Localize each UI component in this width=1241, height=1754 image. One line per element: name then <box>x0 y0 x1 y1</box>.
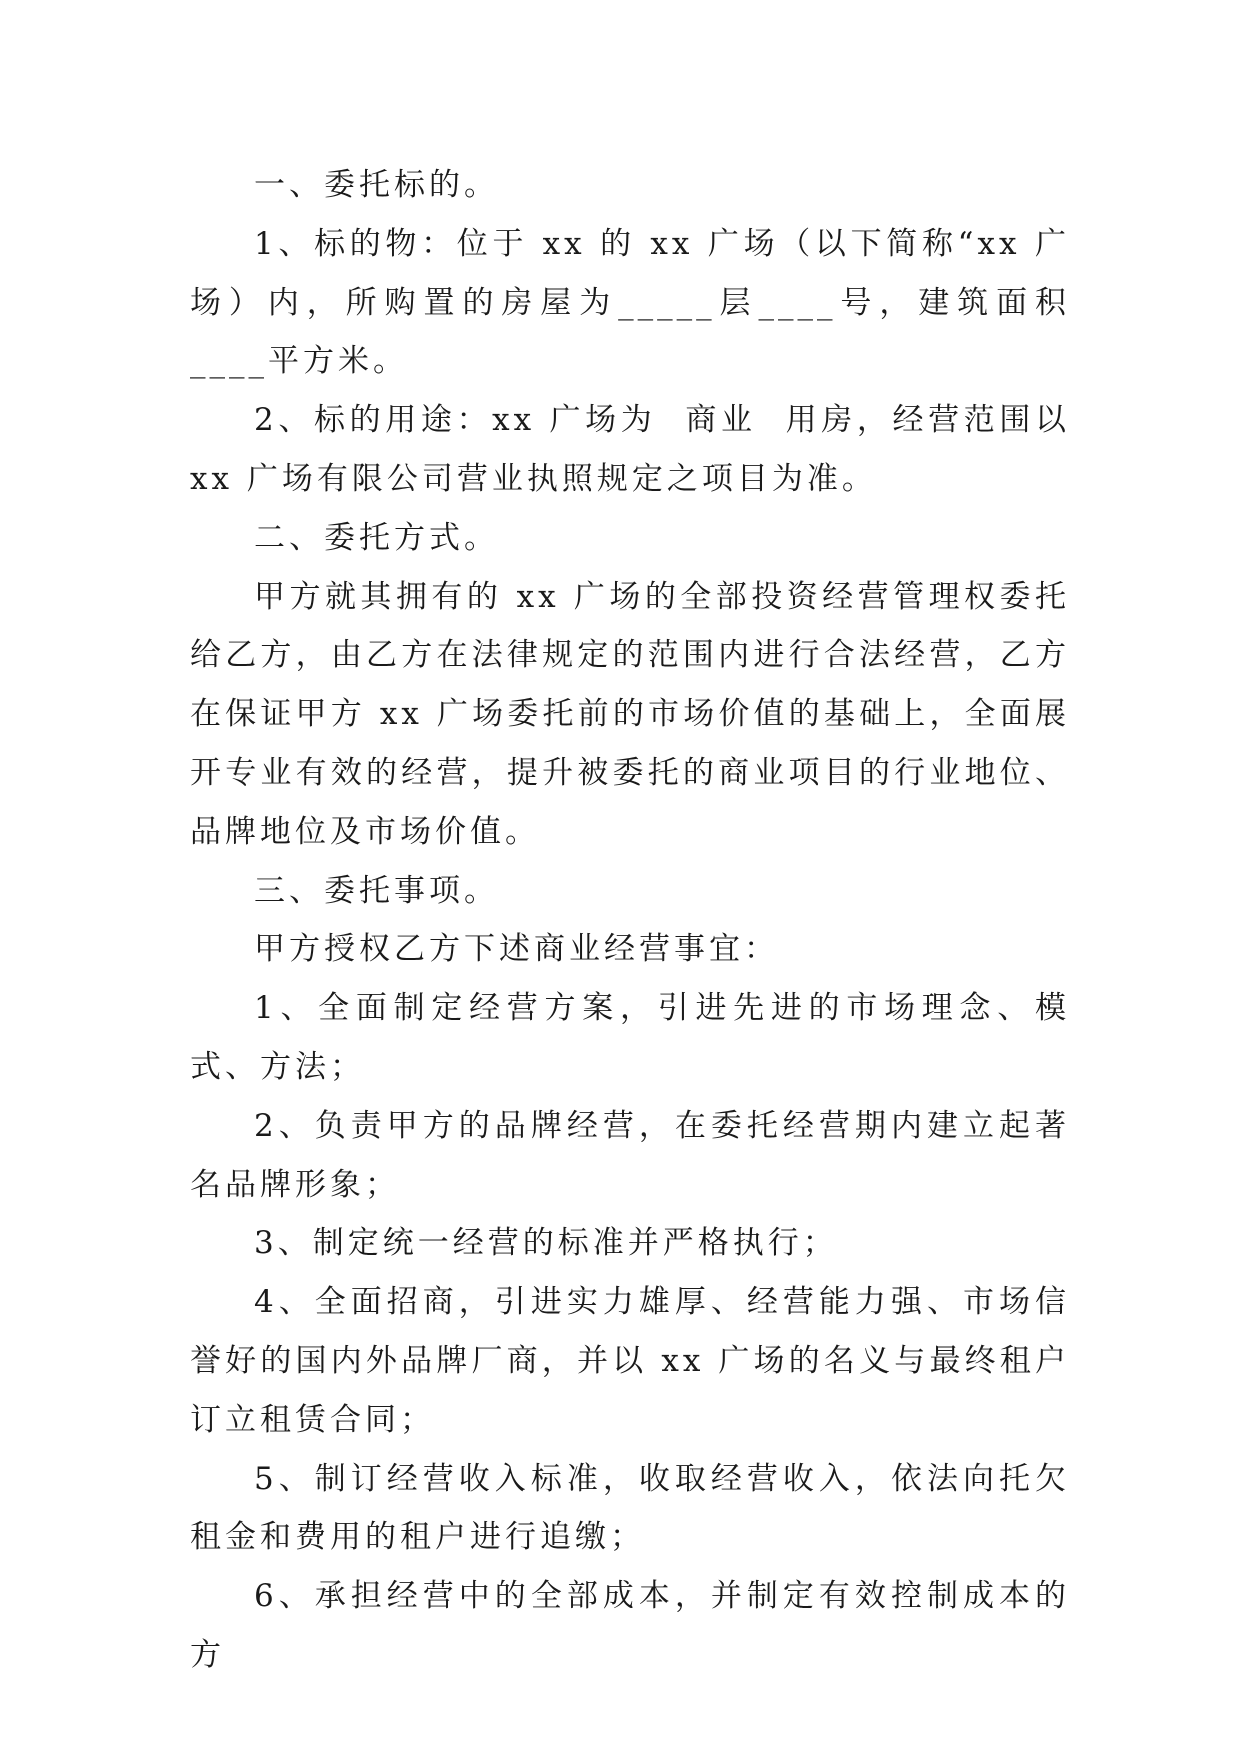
section-3-intro: 甲方授权乙方下述商业经营事宜： <box>254 931 779 968</box>
clause-3-2: 2、负责甲方的品牌经营，在委托经营期内建立起著名品牌形象； <box>190 1107 1070 1203</box>
document-body <box>190 156 1084 1685</box>
clause-3-5: 5、制订经营收入标准，收取经营收入，依法向托欠租金和费用的租户进行追缴； <box>190 1460 1070 1556</box>
clause-3-1: 1、全面制定经营方案，引进先进的市场理念、模式、方法； <box>190 990 1070 1085</box>
clause-3-3: 3、制定统一经营的标准并严格执行； <box>254 1225 838 1262</box>
clause-3-6: 6、承担经营中的全部成本，并制定有效控制成本的方 <box>190 1578 1070 1673</box>
clause-1-1: 1、标的物：位于 xx 的 xx 广场（以下简称“xx 广场）内，所购置的房屋为_____层____号，建筑面积____平方米。 <box>190 225 1070 380</box>
section-2-body: 甲方就其拥有的 xx 广场的全部投资经营管理权委托给乙方，由乙方在法律规定的范围内进行合法经营，乙方在保证甲方 xx 广场委托前的市场价值的基础上，全面展开专业有效的经营，提升被委托的商业项目的行业地位、品牌地位及市场价值。 <box>190 578 1070 850</box>
section-heading-3: 三、委托事项。 <box>254 872 499 909</box>
section-heading-2: 二、委托方式。 <box>254 519 499 556</box>
clause-3-4: 4、全面招商，引进实力雄厚、经营能力强、市场信誉好的国内外品牌厂商，并以 xx 广场的名义与最终租户订立租赁合同； <box>190 1284 1070 1438</box>
section-heading-1: 一、委托标的。 <box>254 167 499 203</box>
clause-1-2: 2、标的用途：xx 广场为 商业 用房，经营范围以 xx 广场有限公司营业执照规定之项目为准。 <box>190 402 1084 497</box>
